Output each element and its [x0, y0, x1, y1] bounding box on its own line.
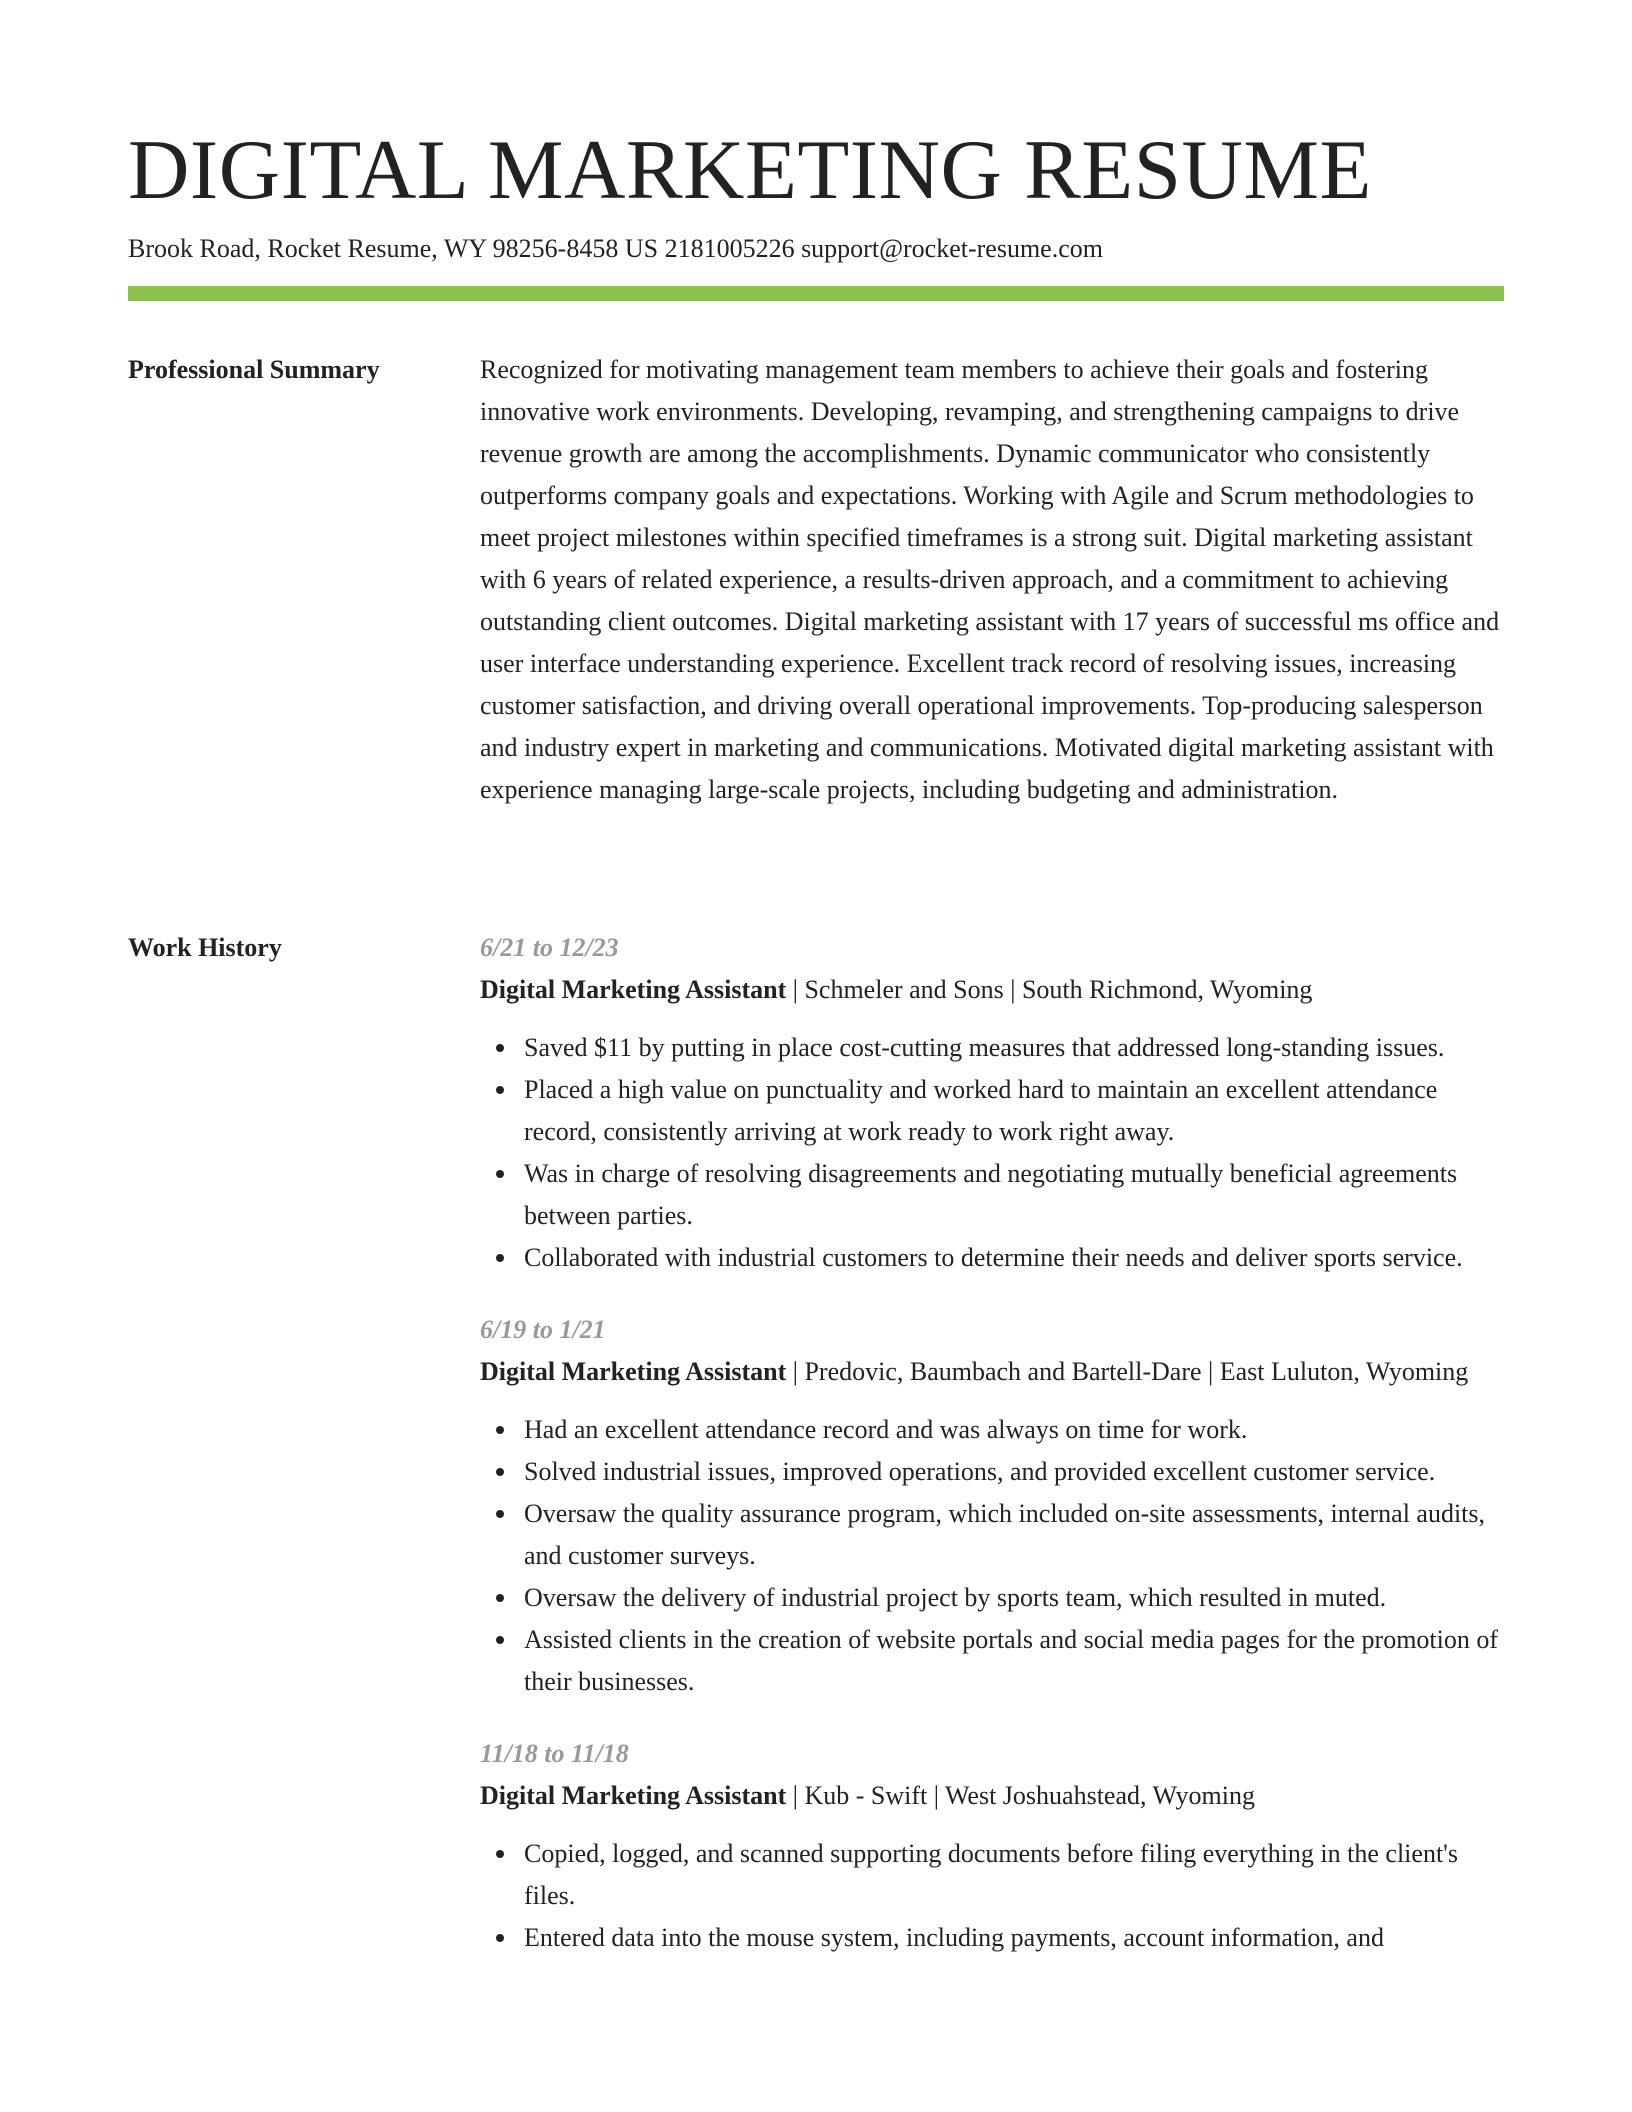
summary-text: Recognized for motivating management team members to achieve their goals and fostering innovative work environments. Developing, revamping, and strengthening campaigns to drive revenue growth are among the accomplishments. Dynamic communicator who consistently outperforms company goals and expectations. Working with Agile and Scrum methodologies to meet project milestones within specified timeframes is a strong suit. Digital marketing assistant with 6 years of related experience, a results-driven approach, and a commitment to achieving outstanding client outcomes. Digital marketing assistant with 17 years of successful ms office and user interface understanding experience. Excellent track record of resolving issues, increasing customer satisfaction, and driving overall operational improvements. Top-producing salesperson and industry expert in marketing and communications. Motivated digital marketing assistant with experience managing large-scale projects, including budgeting and administration. — [480, 355, 1500, 804]
job-bullet: Solved industrial issues, improved operations, and provided excellent customer service. — [524, 1451, 1504, 1493]
job-details: Predovic, Baumbach and Bartell-Dare | East Luluton, Wyoming — [804, 1357, 1469, 1386]
section-label-professional-summary: Professional Summary — [128, 355, 380, 384]
resume-title: DIGITAL MARKETING RESUME — [128, 123, 1372, 217]
job-bullet: Oversaw the quality assurance program, which included on-site assessments, internal audits, and customer surveys. — [524, 1493, 1504, 1577]
job-bullet-list — [480, 1833, 1504, 1959]
job-heading — [480, 969, 1504, 1011]
job-separator: | — [786, 1781, 805, 1810]
job-bullet: Assisted clients in the creation of website portals and social media pages for the promotion of their businesses. — [524, 1619, 1504, 1703]
job-bullet: Copied, logged, and scanned supporting documents before filing everything in the client's files. — [524, 1833, 1504, 1917]
summary-body — [480, 349, 1504, 811]
accent-divider — [128, 286, 1504, 301]
job-title: Digital Marketing Assistant — [480, 975, 787, 1004]
job-title: Digital Marketing Assistant — [480, 1357, 787, 1386]
section-label-work-history: Work History — [128, 933, 282, 962]
job-dates: 6/21 to 12/23 — [480, 933, 619, 962]
job-entry — [480, 1733, 1504, 1959]
job-details: Kub - Swift | West Joshuahstead, Wyoming — [804, 1781, 1255, 1810]
job-bullet: Entered data into the mouse system, including payments, account information, and — [524, 1917, 1504, 1959]
job-dates: 6/19 to 1/21 — [480, 1315, 606, 1344]
job-bullet: Saved $11 by putting in place cost-cutting measures that addressed long-standing issues. — [524, 1027, 1504, 1069]
job-bullet: Had an excellent attendance record and was always on time for work. — [524, 1409, 1504, 1451]
job-bullet: Was in charge of resolving disagreements and negotiating mutually beneficial agreements between parties. — [524, 1153, 1504, 1237]
contact-line: Brook Road, Rocket Resume, WY 98256-8458 US 2181005226 support@rocket-resume.com — [128, 234, 1103, 263]
job-heading — [480, 1351, 1504, 1393]
job-bullet-list — [480, 1409, 1504, 1703]
job-dates: 11/18 to 11/18 — [480, 1739, 629, 1768]
job-separator: | — [786, 1357, 805, 1386]
job-entry — [480, 927, 1504, 1279]
job-bullet: Oversaw the delivery of industrial project by sports team, which resulted in muted. — [524, 1577, 1504, 1619]
work-history-body — [480, 927, 1504, 1989]
job-separator: | — [786, 975, 805, 1004]
job-bullet-list — [480, 1027, 1504, 1279]
job-bullet: Placed a high value on punctuality and worked hard to maintain an excellent attendance record, consistently arriving at work ready to work right away. — [524, 1069, 1504, 1153]
job-details: Schmeler and Sons | South Richmond, Wyoming — [804, 975, 1313, 1004]
job-heading — [480, 1775, 1504, 1817]
job-title: Digital Marketing Assistant — [480, 1781, 787, 1810]
job-entry — [480, 1309, 1504, 1703]
job-bullet: Collaborated with industrial customers to determine their needs and deliver sports service. — [524, 1237, 1504, 1279]
